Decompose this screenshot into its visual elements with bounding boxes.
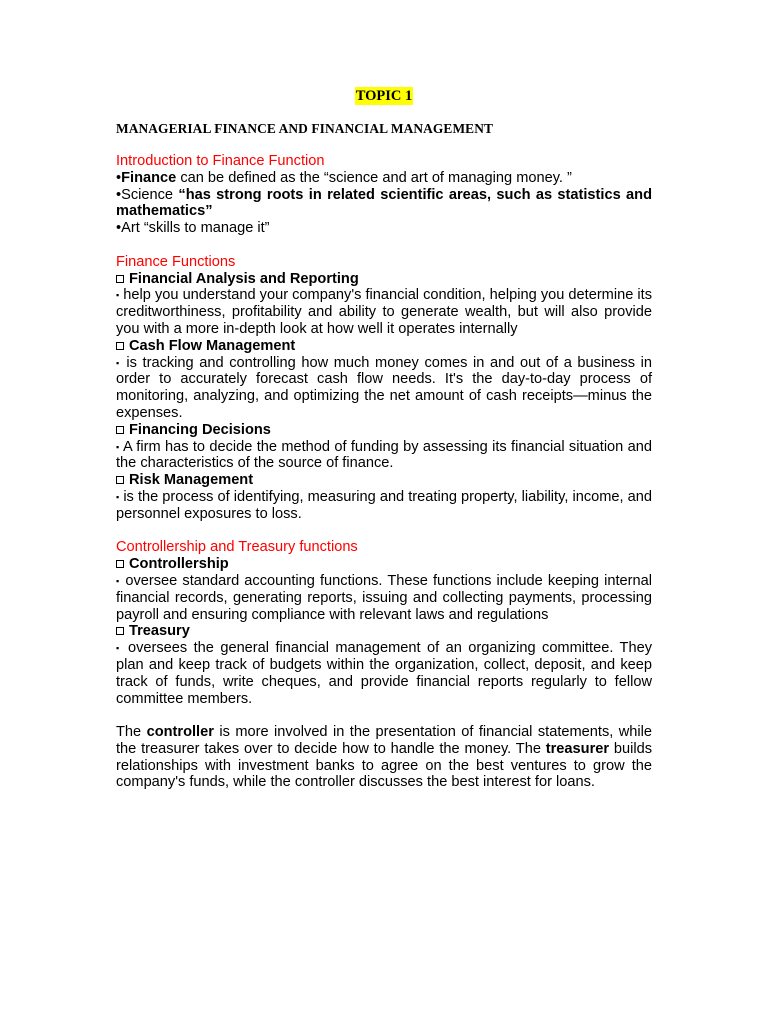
function-description: ▪ help you understand your company's financial condition, helping you determine its creditworthiness, profitability and ability to generate wealth, but will also provide you with a more in-depth look at how well it operates internally: [116, 287, 652, 337]
document-title: MANAGERIAL FINANCE AND FINANCIAL MANAGEMENT: [116, 121, 494, 136]
function-description: ▪ oversees the general financial management of an organizing committee. They plan and keep track of budgets within the organization, collect, deposit, and keep track of funds, write cheques, and provide financial reports regularly to fellow committee members.: [116, 640, 652, 707]
function-title: Controllership: [116, 556, 652, 573]
function-description: ▪ is tracking and controlling how much money comes in and out of a business in order to accurately forecast cash flow needs. It's the day-to-day process of monitoring, analyzing, and optimizing the net amount of cash receipts—minus the expenses.: [116, 354, 652, 421]
checkbox-icon: [116, 426, 124, 434]
checkbox-icon: [116, 560, 124, 568]
function-description: ▪ oversee standard accounting functions. These functions include keeping internal financial records, generating reports, issuing and collecting payments, processing payroll and ensuring compliance with relevant laws and regulations: [116, 572, 652, 623]
controllership-heading: Controllership and Treasury functions: [116, 539, 358, 556]
science-definition: •Science “has strong roots in related scientific areas, such as statistics and mathematics”: [116, 186, 652, 220]
checkbox-icon: [116, 342, 124, 350]
function-description: ▪ is the process of identifying, measuring and treating property, liability, income, and personnel exposures to loss.: [116, 488, 652, 522]
function-title: Cash Flow Management: [116, 338, 652, 355]
finance-functions-heading: Finance Functions: [116, 253, 236, 270]
closing-paragraph: The controller is more involved in the presentation of financial statements, while the treasurer takes over to decide how to handle the money. The treasurer builds relationships with investment banks to agree on the best ventures to grow the company's funds, while the controller discusses the best interest for loans.: [116, 724, 653, 791]
checkbox-icon: [116, 476, 124, 484]
checkbox-icon: [116, 627, 124, 635]
function-title: Financial Analysis and Reporting: [116, 271, 652, 288]
art-definition: •Art “skills to manage it”: [116, 220, 270, 237]
finance-definition: •Finance can be defined as the “science and art of managing money. ”: [116, 169, 572, 186]
checkbox-icon: [116, 275, 124, 283]
topic-heading: TOPIC 1: [355, 88, 413, 104]
document-body: [116, 153, 652, 791]
function-title: Risk Management: [116, 472, 652, 489]
function-title: Financing Decisions: [116, 422, 652, 439]
function-title: Treasury: [116, 623, 652, 640]
function-description: ▪ A firm has to decide the method of funding by assessing its financial situation and the characteristics of the source of finance.: [116, 438, 652, 472]
intro-heading: Introduction to Finance Function: [116, 153, 325, 169]
